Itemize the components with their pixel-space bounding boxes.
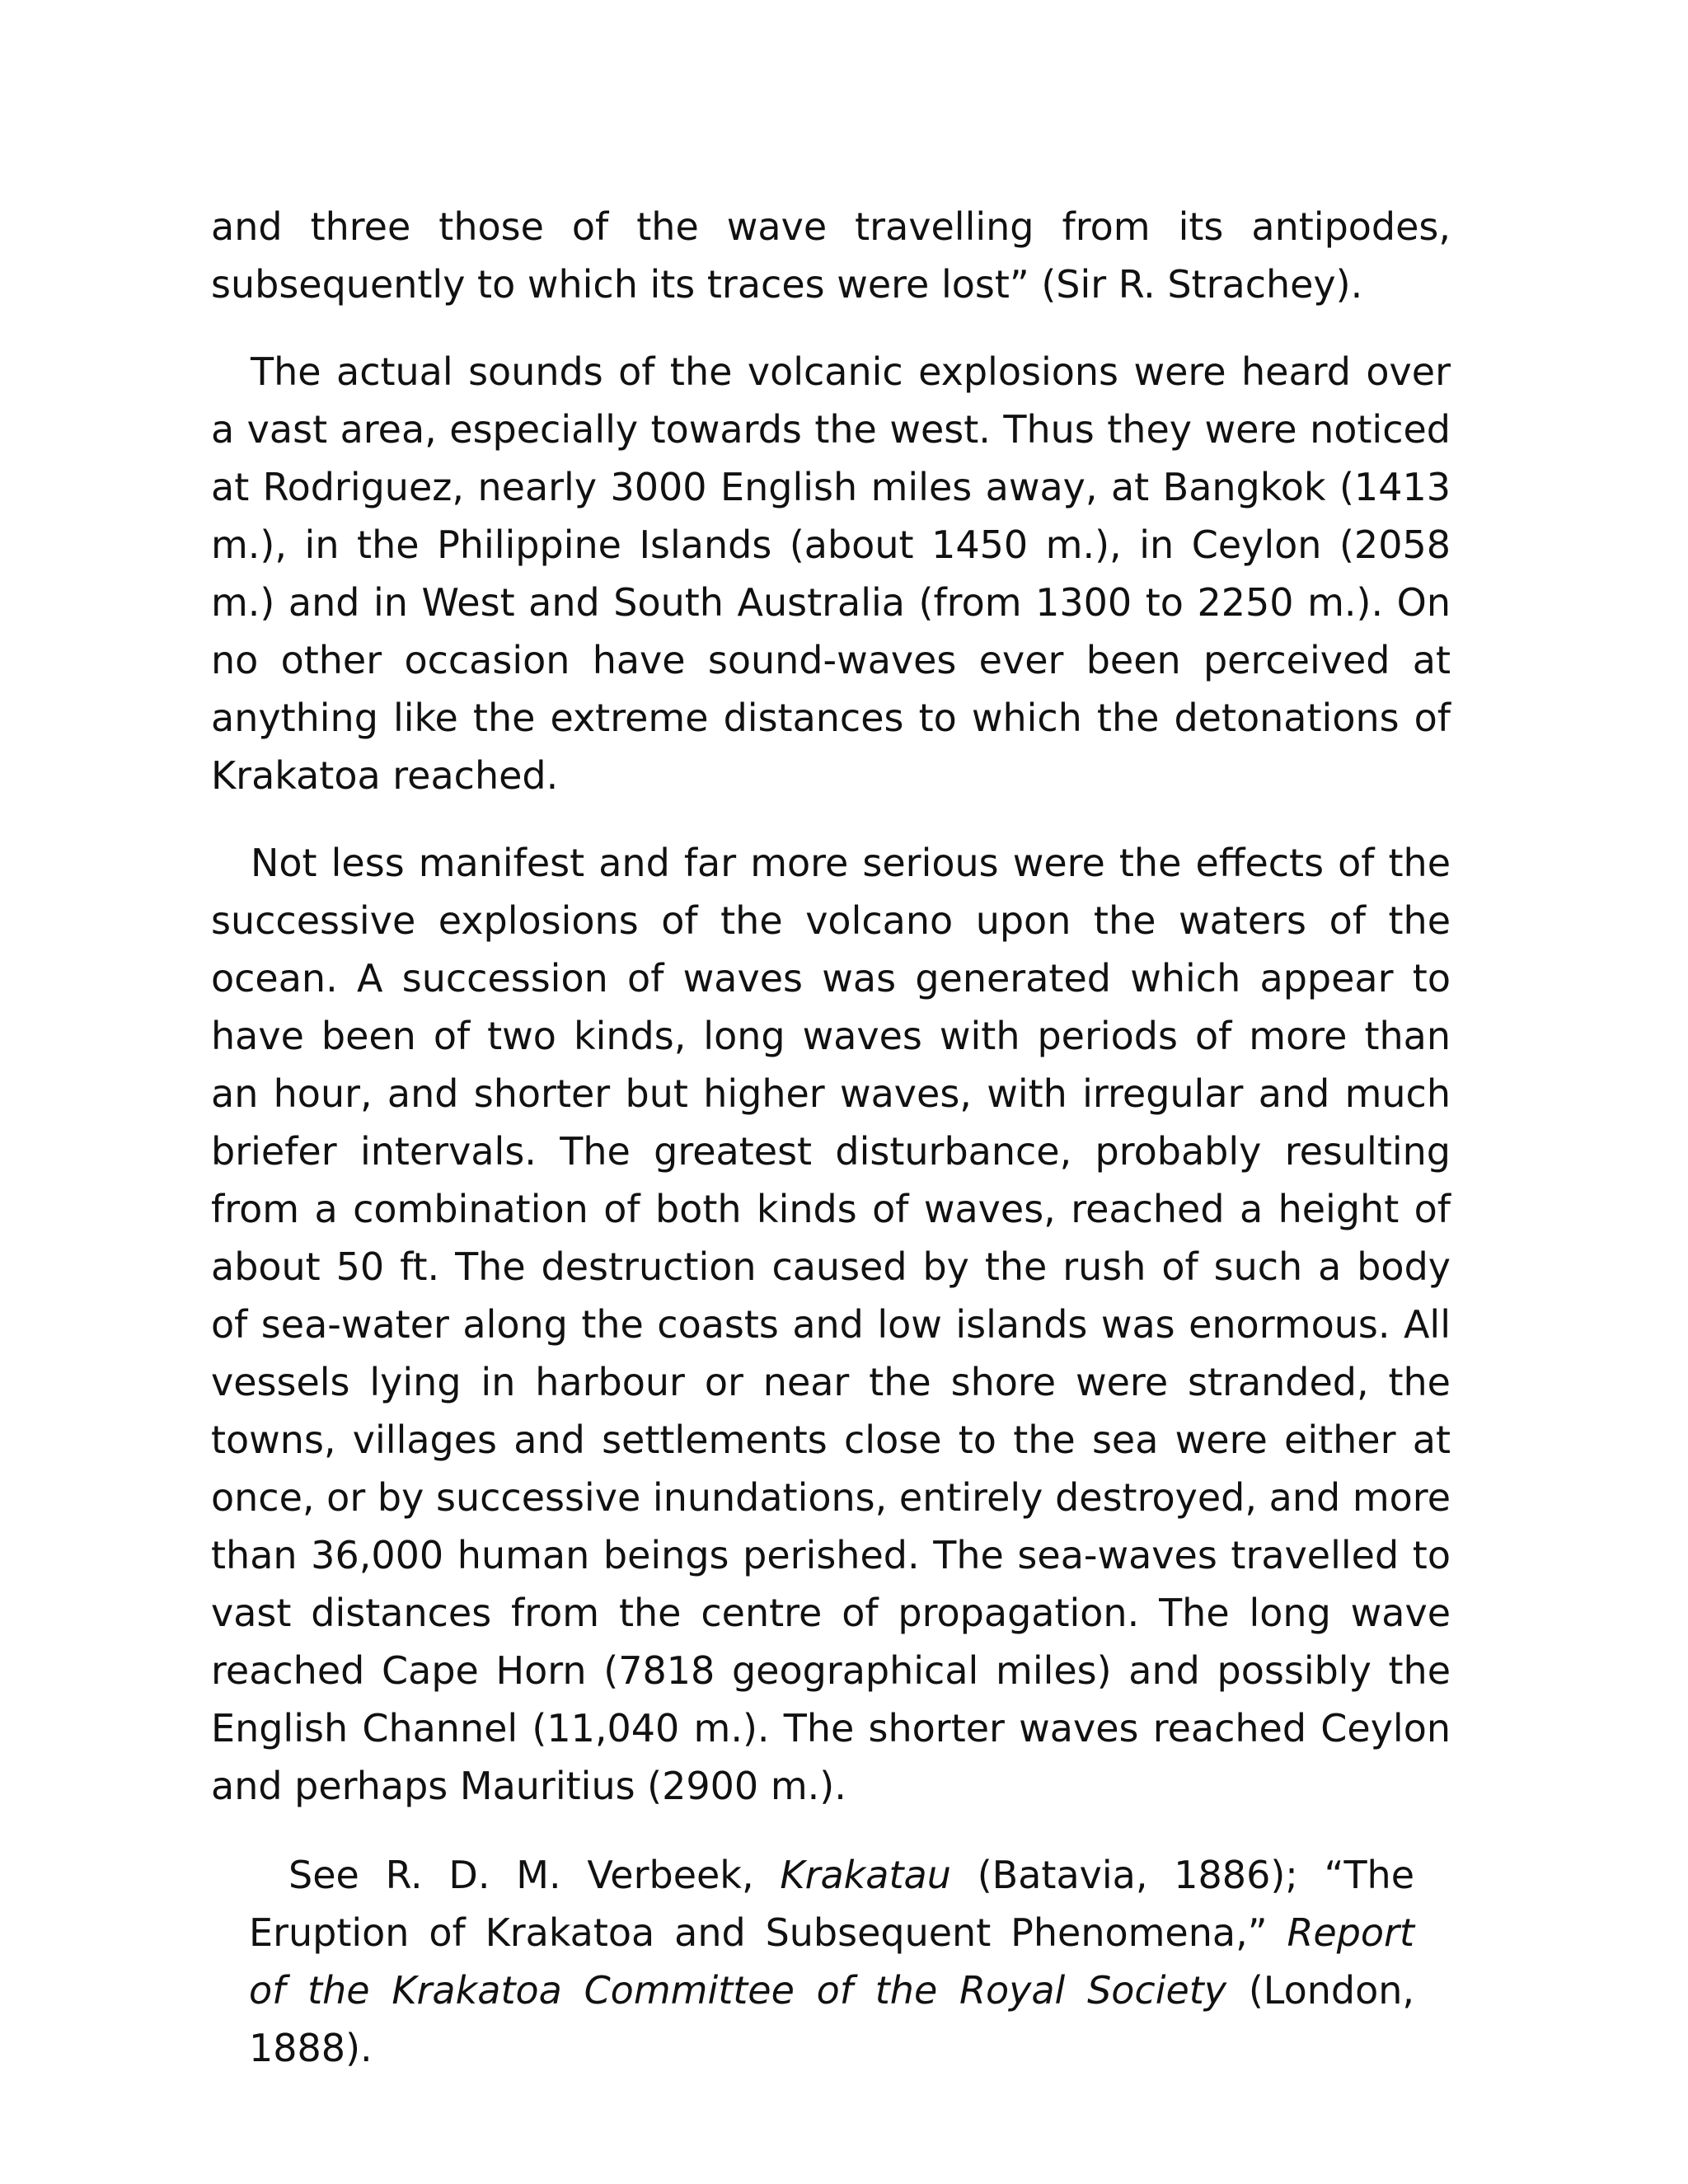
document-page [211, 198, 1451, 2077]
reference-text-2: (Batavia, 1886); “The Eruption of Krakatoa and Subsequent Phenomena,” [249, 1853, 1414, 1955]
paragraph-sounds: The actual sounds of the volcanic explosions were heard over a vast area, especially towards the west. Thus they were noticed at Rodriguez, nearly 3000 English miles away, at Bangkok (1413 m.), in the Philippine Islands (about 1450 m.), in Ceylon (2058 m.) and in West and South Australia (from 1300 to 2250 m.). On no other occasion have sound-waves ever been perceived at anything like the extreme distances to which the detonations of Krakatoa reached. [211, 349, 1451, 798]
reference-text-3: (London, 1888). [249, 1968, 1414, 2070]
reference-title-krakatau: Krakatau [780, 1853, 951, 1897]
reference-note [249, 1846, 1414, 2077]
reference-title-report: Report of the Krakatoa Committee of the Royal Society [249, 1910, 1414, 2013]
paragraph-waves: Not less manifest and far more serious were the effects of the successive explosions of the volcano upon the waters of the ocean. A succession of waves was generated which appear to have been of two kinds, long waves with periods of more than an hour, and shorter but higher waves, with irregular and much briefer intervals. The greatest disturbance, probably resulting from a combination of both kinds of waves, reached a height of about 50 ft. The destruction caused by the rush of such a body of sea-water along the coasts and low islands was enormous. All vessels lying in harbour or near the shore were stranded, the towns, villages and settlements close to the sea were either at once, or by successive inundations, entirely destroyed, and more than 36,000 human beings perished. The sea-waves travelled to vast distances from the centre of propagation. The long wave reached Cape Horn (7818 geographical miles) and possibly the English Channel (11,040 m.). The shorter waves reached Ceylon and perhaps Mauritius (2900 m.). [211, 841, 1451, 1808]
paragraph-continuation: and three those of the wave travelling from its antipodes, subsequently to which its traces were lost” (Sir R. Strachey). [211, 204, 1451, 307]
reference-text-1: See R. D. M. Verbeek, [288, 1853, 754, 1897]
